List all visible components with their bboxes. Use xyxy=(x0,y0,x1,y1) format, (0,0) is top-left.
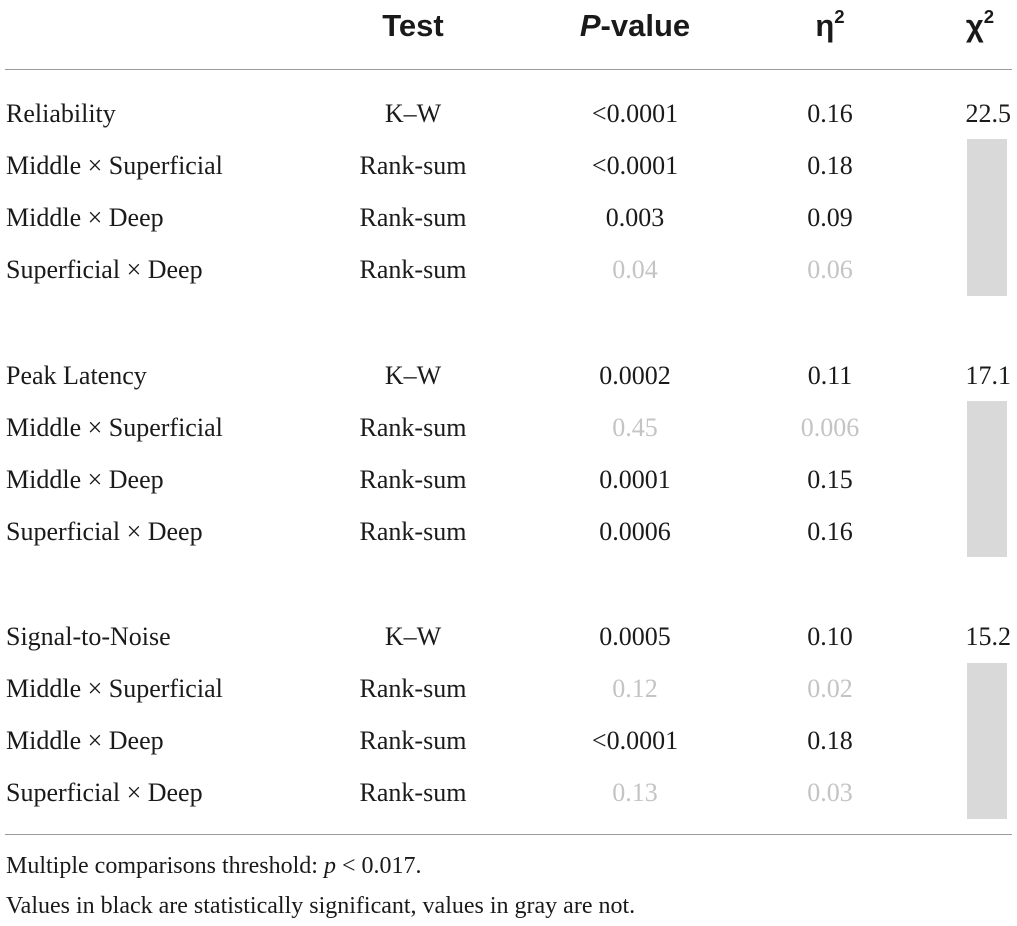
row-label: Superficial × Deep xyxy=(6,517,203,546)
threshold-prefix: Multiple comparisons threshold: xyxy=(6,853,324,879)
row-label: Middle × Deep xyxy=(6,465,164,494)
row-eta: 0.02 xyxy=(807,674,853,703)
header-test: Test xyxy=(382,8,444,43)
row-eta: 0.18 xyxy=(807,151,853,180)
row-eta: 0.15 xyxy=(807,465,853,494)
row-p-value: <0.0001 xyxy=(591,99,679,128)
table-row xyxy=(0,350,1017,402)
table-row xyxy=(0,402,1017,454)
row-eta: 0.18 xyxy=(807,726,853,755)
row-eta: 0.006 xyxy=(800,413,860,442)
row-eta: 0.09 xyxy=(807,203,853,232)
row-label: Superficial × Deep xyxy=(6,778,203,807)
threshold-rest: < 0.017. xyxy=(335,853,422,879)
row-label: Signal-to-Noise xyxy=(6,622,171,651)
row-p-value: 0.12 xyxy=(612,674,658,703)
table-row xyxy=(0,140,1017,192)
threshold-note xyxy=(6,850,422,882)
header-chi-sup: 2 xyxy=(983,5,995,27)
row-label: Peak Latency xyxy=(6,361,147,390)
row-label: Middle × Deep xyxy=(6,726,164,755)
row-test: Rank-sum xyxy=(359,517,467,546)
row-p-value: <0.0001 xyxy=(591,726,679,755)
row-p-value: <0.0001 xyxy=(591,151,679,180)
row-chi: 17.1 xyxy=(965,361,1011,390)
threshold-var: p xyxy=(323,853,336,879)
row-eta: 0.16 xyxy=(807,99,853,128)
table-row xyxy=(0,88,1017,140)
row-test: K–W xyxy=(384,622,442,651)
table-row xyxy=(0,192,1017,244)
table-row xyxy=(0,663,1017,715)
row-chi: 22.5 xyxy=(965,99,1011,128)
row-label: Superficial × Deep xyxy=(6,255,203,284)
row-label: Middle × Superficial xyxy=(6,151,223,180)
row-test: Rank-sum xyxy=(359,465,467,494)
header-eta-base: η xyxy=(815,8,835,43)
row-p-value: 0.13 xyxy=(612,778,658,807)
row-p-value: 0.45 xyxy=(612,413,658,442)
row-p-value: 0.003 xyxy=(605,203,665,232)
row-p-value: 0.0006 xyxy=(599,517,671,546)
row-test: K–W xyxy=(384,361,442,390)
row-label: Middle × Deep xyxy=(6,203,164,232)
row-label: Middle × Superficial xyxy=(6,413,223,442)
header-eta-sup: 2 xyxy=(834,5,845,27)
row-eta: 0.11 xyxy=(807,361,853,390)
row-test: Rank-sum xyxy=(359,203,467,232)
table-row xyxy=(0,244,1017,296)
header-p-italic: P xyxy=(579,8,601,43)
row-p-value: 0.0001 xyxy=(599,465,671,494)
row-p-value: 0.0002 xyxy=(599,361,671,390)
header-p-rest: -value xyxy=(600,8,691,43)
top-rule xyxy=(5,69,1012,70)
significance-note: Values in black are statistically significant, values in gray are not. xyxy=(6,893,636,919)
row-eta: 0.06 xyxy=(807,255,853,284)
table-row xyxy=(0,715,1017,767)
row-test: K–W xyxy=(384,99,442,128)
table-row xyxy=(0,611,1017,663)
row-label: Middle × Superficial xyxy=(6,674,223,703)
row-test: Rank-sum xyxy=(359,413,467,442)
header-p-value xyxy=(560,6,710,46)
table-row xyxy=(0,767,1017,819)
table-row xyxy=(0,454,1017,506)
row-test: Rank-sum xyxy=(359,674,467,703)
header-eta-squared xyxy=(790,6,870,46)
row-eta: 0.03 xyxy=(807,778,853,807)
bottom-rule xyxy=(5,834,1012,835)
table-header xyxy=(0,0,1017,52)
row-eta: 0.16 xyxy=(807,517,853,546)
header-chi-squared xyxy=(950,6,1010,46)
row-chi: 15.2 xyxy=(965,622,1011,651)
row-test: Rank-sum xyxy=(359,726,467,755)
table-row xyxy=(0,506,1017,558)
row-test: Rank-sum xyxy=(359,255,467,284)
row-test: Rank-sum xyxy=(359,151,467,180)
row-eta: 0.10 xyxy=(807,622,853,651)
row-label: Reliability xyxy=(6,99,116,128)
header-chi-base: χ xyxy=(965,8,984,43)
row-test: Rank-sum xyxy=(359,778,467,807)
row-p-value: 0.04 xyxy=(612,255,658,284)
row-p-value: 0.0005 xyxy=(599,622,671,651)
